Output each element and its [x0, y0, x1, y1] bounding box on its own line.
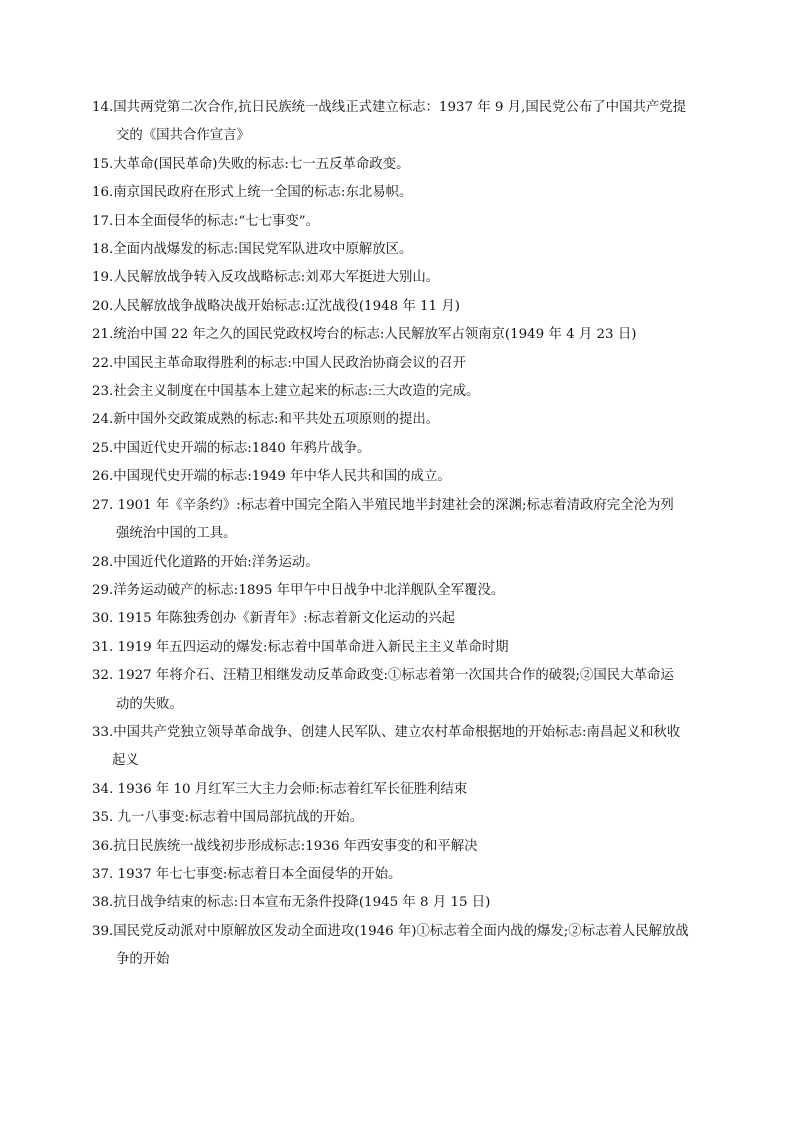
list-item-text: 23.社会主义制度在中国基本上建立起来的标志:三大改造的完成。 — [92, 384, 480, 400]
list-item — [92, 918, 732, 975]
list-item-text: 21.统治中国 22 年之久的国民党政权垮台的标志:人民解放军占领南京(1949 年 4 月 23 日) — [92, 327, 637, 343]
list-item — [92, 236, 732, 264]
list-item-text: 27. 1901 年《辛条约》:标志着中国完全陷入半殖民地半封建社会的深渊;标志着清政府完全沦为列 — [92, 497, 674, 513]
list-item-text: 26.中国现代史开端的标志:1949 年中华人民共和国的成立。 — [92, 469, 451, 485]
list-item — [92, 577, 732, 605]
list-item-continuation: 动的失败。 — [116, 696, 183, 712]
list-item — [92, 321, 732, 349]
list-item — [92, 293, 732, 321]
list-item — [92, 889, 732, 917]
list-item — [92, 804, 732, 832]
history-facts-list — [92, 94, 732, 975]
list-item-text: 22.中国民主革命取得胜利的标志:中国人民政治协商会议的召开 — [92, 355, 466, 371]
list-item-text: 30. 1915 年陈独秀创办《新青年》:标志着新文化运动的兴起 — [92, 611, 455, 627]
list-item — [92, 151, 732, 179]
list-item-text: 29.洋务运动破产的标志:1895 年甲午中日战争中北洋舰队全军覆没。 — [92, 582, 505, 598]
list-item-text: 35. 九一八事变:标志着中国局部抗战的开始。 — [92, 810, 364, 826]
list-item-continuation: 起义 — [112, 753, 139, 769]
list-item-text: 17.日本全面侵华的标志:“七七事变”。 — [92, 213, 319, 229]
list-item — [92, 492, 732, 549]
list-item-text: 19.人民解放战争转入反攻战略标志:刘邓大军挺进大别山。 — [92, 270, 440, 286]
list-item — [92, 179, 732, 207]
list-item — [92, 406, 732, 434]
list-item-text: 37. 1937 年七七事变:标志着日本全面侵华的开始。 — [92, 866, 402, 882]
list-item-text: 15.大革命(国民革命)失败的标志:七一五反革命政变。 — [92, 156, 410, 172]
list-item — [92, 776, 732, 804]
list-item — [92, 264, 732, 292]
list-item-text: 38.抗日战争结束的标志:日本宣布无条件投降(1945 年 8 月 15 日) — [92, 895, 491, 911]
list-item — [92, 94, 732, 151]
list-item — [92, 208, 732, 236]
list-item-continuation: 强统治中国的工具。 — [116, 526, 237, 542]
list-item — [92, 861, 732, 889]
list-item-continuation: 争的开始 — [116, 952, 170, 968]
list-item — [92, 634, 732, 662]
list-item-text: 36.抗日民族统一战线初步形成标志:1936 年西安事变的和平解决 — [92, 838, 478, 854]
list-item — [92, 662, 732, 719]
list-item — [92, 605, 732, 633]
list-item-text: 31. 1919 年五四运动的爆发:标志着中国革命进入新民主主义革命时期 — [92, 639, 509, 655]
list-item — [92, 463, 732, 491]
list-item-text: 34. 1936 年 10 月红军三大主力会师:标志着红军长征胜利结束 — [92, 781, 468, 797]
list-item-text: 25.中国近代史开端的标志:1840 年鸦片战争。 — [92, 440, 371, 456]
list-item — [92, 378, 732, 406]
list-item-continuation: 交的《国共合作宣言》 — [116, 128, 250, 144]
list-item — [92, 719, 732, 776]
list-item-text: 20.人民解放战争战略决战开始标志:辽沈战役(1948 年 11 月) — [92, 298, 460, 314]
list-item-text: 28.中国近代化道路的开始:洋务运动。 — [92, 554, 319, 570]
list-item-text: 24.新中国外交政策成熟的标志:和平共处五项原则的提出。 — [92, 412, 440, 428]
list-item-text: 14.国共两党第二次合作,抗日民族统一战线正式建立标志：1937 年 9 月,国民党公布了中国共产党提 — [92, 100, 687, 115]
list-item-text: 39.国民党反动派对中原解放区发动全面进攻(1946 年)①标志着全面内战的爆发;②标志着人民解放战 — [92, 923, 689, 939]
list-item — [92, 833, 732, 861]
list-item-text: 33.中国共产党独立领导革命战争、创建人民军队、建立农村革命根据地的开始标志:南昌起义和秋收 — [92, 724, 681, 740]
list-item-text: 18.全面内战爆发的标志:国民党军队进攻中原解放区。 — [92, 242, 413, 258]
list-item — [92, 435, 732, 463]
list-item — [92, 350, 732, 378]
list-item-text: 16.南京国民政府在形式上统一全国的标志:东北易帜。 — [92, 185, 413, 201]
list-item-text: 32. 1927 年将介石、汪精卫相继发动反革命政变:①标志着第一次国共合作的破裂;②国民大革命运 — [92, 668, 674, 684]
list-item — [92, 549, 732, 577]
